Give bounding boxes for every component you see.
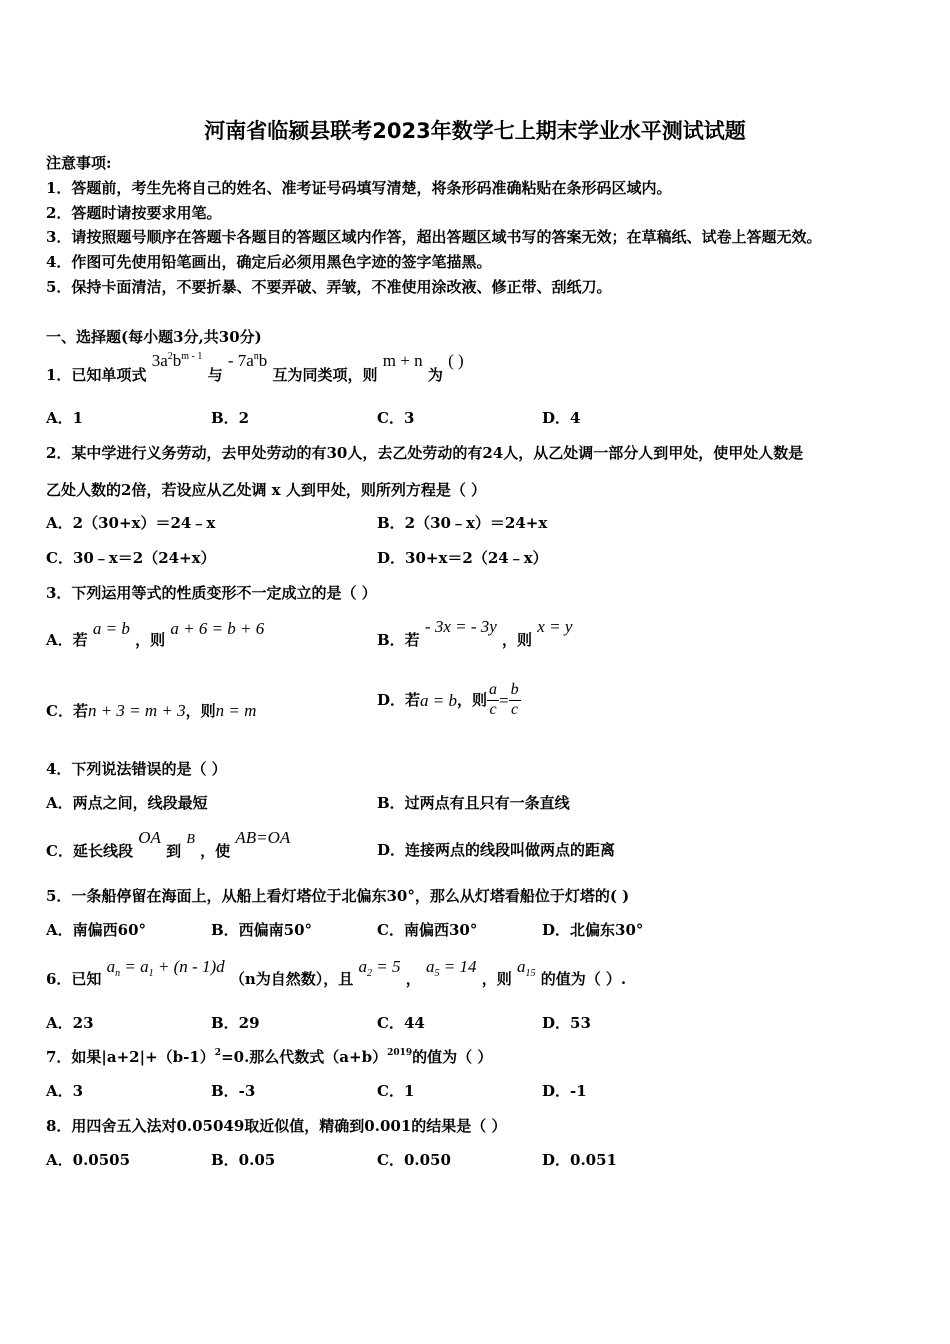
option-d: D．北偏东30°: [542, 921, 644, 939]
notice-item: 3．请按照题号顺序在答题卡各题目的答题区域内作答，超出答题区域书写的答案无效；在草稿纸、试卷上答题无效。: [46, 228, 822, 246]
option-b: B．29: [211, 1014, 260, 1032]
option-b: B．若 - 3x = - 3y ，则 x = y: [377, 617, 573, 649]
fraction: $\frac{b}{c}$: [510, 681, 519, 718]
option-d: D．0.051: [542, 1151, 617, 1169]
option-d: D．若 a = b ，则 $\frac{a}{c}$ = $\frac{b}{c}$: [377, 681, 519, 718]
option-a: A．若 a = b ，则 a + 6 = b + 6: [46, 619, 265, 649]
option-a: A．1: [46, 409, 84, 427]
notice-item: 1．答题前，考生先将自己的姓名、准考证号码填写清楚，将条形码准确粘贴在条形码区域内。: [46, 179, 672, 197]
question-2-line1: 2．某中学进行义务劳动，去甲处劳动的有30人，去乙处劳动的有24人，从乙处调一部分人到甲处，使甲处人数是: [46, 444, 804, 462]
option-b: B．过两点有且只有一条直线: [377, 794, 570, 812]
fraction: $\frac{a}{c}$: [489, 681, 498, 718]
notice-header: 注意事项:: [46, 154, 112, 172]
question-1: 1．已知单项式 $3a^2b^{m - 1}$ 与 - $7a^nb$ 互为同类项，则 m + n 为 ( ): [46, 351, 464, 384]
option-a: A．南偏西60°: [46, 921, 147, 939]
question-3: 3．下列运用等式的性质变形不一定成立的是（ ）: [46, 584, 377, 602]
option-d: D．连接两点的线段叫做两点的距离: [377, 841, 616, 859]
question-7: 7．如果$|a+2|+(b-1)^2=0$.那么代数式$(a+b)^{2019}$的值为（ ）: [46, 1048, 493, 1066]
option-d: D．4: [542, 409, 581, 427]
notice-item: 5．保持卡面清洁，不要折暴、不要弄破、弄皱，不准使用涂改液、修正带、刮纸刀。: [46, 278, 612, 296]
question-5: 5．一条船停留在海面上，从船上看灯塔位于北偏东30°，那么从灯塔看船位于灯塔的( ): [46, 887, 630, 905]
option-c: C．延长线段 OA 到 B ，使 AB=OA: [46, 828, 291, 860]
option-c: C．3: [377, 409, 415, 427]
option-a: A．3: [46, 1082, 84, 1100]
option-b: B．2（30﹣x）＝24+x: [377, 514, 548, 532]
question-6: 6．已知 $a_n = a_1 + (n - 1)d$ （n为自然数），且 $a_2 = 5$ ， $a_5 = 14$ ，则 $a_{15}$ 的值为（ ）.: [46, 957, 627, 988]
option-c: C．南偏西30°: [377, 921, 478, 939]
page-title: 河南省临颍县联考2023年数学七上期末学业水平测试试题: [204, 119, 746, 143]
question-8: 8．用四舍五入法对0.05049取近似值，精确到0.001的结果是（ ）: [46, 1117, 507, 1135]
option-c: C．44: [377, 1014, 425, 1032]
option-b: B．2: [211, 409, 250, 427]
option-d: D．53: [542, 1014, 591, 1032]
option-a: A．2（30+x）＝24﹣x: [46, 514, 216, 532]
option-c: C．若n + 3 = m + 3，则n = m: [46, 701, 257, 720]
question-2-line2: 乙处人数的2倍，若设应从乙处调 x 人到甲处，则所列方程是（ ）: [46, 481, 487, 499]
notice-item: 2．答题时请按要求用笔。: [46, 204, 222, 222]
monomial-1: $3a^2b^{m - 1}$: [151, 351, 203, 370]
option-a: A．23: [46, 1014, 94, 1032]
sequence-formula: $a_n = a_1 + (n - 1)d$: [106, 957, 225, 979]
monomial-2: - $7a^nb$: [227, 351, 268, 370]
option-c: C．30﹣x＝2（24+x）: [46, 549, 216, 567]
question-4: 4．下列说法错误的是（ ）: [46, 760, 227, 778]
option-c: C．1: [377, 1082, 415, 1100]
section-heading: 一、选择题(每小题3分,共30分): [46, 328, 262, 346]
option-b: B．0.05: [211, 1151, 276, 1169]
notice-item: 4．作图可先使用铅笔画出，确定后必须用黑色字迹的签字笔描黑。: [46, 253, 492, 271]
option-c: C．0.050: [377, 1151, 451, 1169]
option-b: B．-3: [211, 1082, 256, 1100]
option-a: A．两点之间，线段最短: [46, 794, 208, 812]
option-d: D．-1: [542, 1082, 587, 1100]
option-d: D．30+x＝2（24﹣x）: [377, 549, 548, 567]
option-a: A．0.0505: [46, 1151, 131, 1169]
option-b: B．西偏南50°: [211, 921, 313, 939]
